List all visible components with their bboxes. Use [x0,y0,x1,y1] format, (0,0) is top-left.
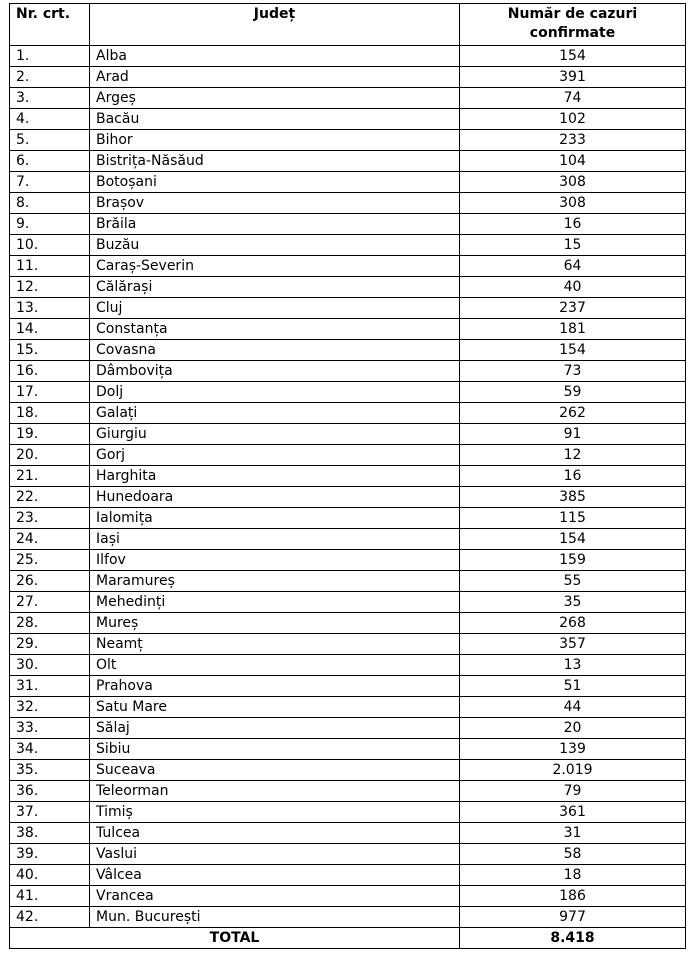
county-name: Bistrița-Năsăud [90,151,460,172]
confirmed-cases: 31 [460,823,686,844]
county-name: Arad [90,67,460,88]
row-number: 27. [10,592,90,613]
confirmed-cases: 237 [460,298,686,319]
confirmed-cases: 64 [460,256,686,277]
row-number: 31. [10,676,90,697]
row-number: 23. [10,508,90,529]
county-name: Suceava [90,760,460,781]
confirmed-cases: 233 [460,130,686,151]
row-number: 29. [10,634,90,655]
confirmed-cases: 268 [460,613,686,634]
confirmed-cases: 91 [460,424,686,445]
county-name: Mureș [90,613,460,634]
header-nr-crt: Nr. crt. [10,4,90,46]
row-number: 25. [10,550,90,571]
row-number: 42. [10,907,90,928]
table-row [10,109,686,130]
row-number: 3. [10,88,90,109]
county-name: Galați [90,403,460,424]
table-row [10,634,686,655]
row-number: 17. [10,382,90,403]
county-name: Mehedinți [90,592,460,613]
row-number: 15. [10,340,90,361]
confirmed-cases: 977 [460,907,686,928]
confirmed-cases: 159 [460,550,686,571]
county-name: Argeș [90,88,460,109]
table-row [10,382,686,403]
table-row [10,256,686,277]
table-row [10,592,686,613]
row-number: 9. [10,214,90,235]
confirmed-cases: 357 [460,634,686,655]
county-name: Hunedoara [90,487,460,508]
table-row [10,88,686,109]
table-row [10,739,686,760]
confirmed-cases: 115 [460,508,686,529]
table-row [10,340,686,361]
county-name: Vrancea [90,886,460,907]
county-name: Cluj [90,298,460,319]
confirmed-cases: 44 [460,697,686,718]
row-number: 16. [10,361,90,382]
table-row [10,886,686,907]
county-name: Satu Mare [90,697,460,718]
table-row [10,823,686,844]
county-name: Giurgiu [90,424,460,445]
table-row [10,193,686,214]
county-name: Alba [90,46,460,67]
table-body [10,46,686,928]
confirmed-cases: 59 [460,382,686,403]
row-number: 22. [10,487,90,508]
table-row [10,361,686,382]
table-row [10,550,686,571]
row-number: 34. [10,739,90,760]
row-number: 28. [10,613,90,634]
county-name: Brașov [90,193,460,214]
county-name: Dâmbovița [90,361,460,382]
row-number: 14. [10,319,90,340]
confirmed-cases: 139 [460,739,686,760]
table-row [10,802,686,823]
confirmed-cases: 40 [460,277,686,298]
confirmed-cases: 12 [460,445,686,466]
table-row [10,676,686,697]
county-name: Ialomița [90,508,460,529]
table-row [10,46,686,67]
county-name: Olt [90,655,460,676]
table-row [10,865,686,886]
county-name: Brăila [90,214,460,235]
confirmed-cases: 55 [460,571,686,592]
total-row [10,928,686,949]
table-row [10,907,686,928]
confirmed-cases: 104 [460,151,686,172]
row-number: 36. [10,781,90,802]
row-number: 32. [10,697,90,718]
county-name: Călărași [90,277,460,298]
confirmed-cases: 154 [460,529,686,550]
table-row [10,214,686,235]
county-name: Vâlcea [90,865,460,886]
confirmed-cases: 262 [460,403,686,424]
confirmed-cases: 79 [460,781,686,802]
county-name: Dolj [90,382,460,403]
confirmed-cases: 308 [460,172,686,193]
row-number: 38. [10,823,90,844]
table-row [10,151,686,172]
county-name: Gorj [90,445,460,466]
confirmed-cases: 15 [460,235,686,256]
table-row [10,319,686,340]
row-number: 18. [10,403,90,424]
confirmed-cases: 308 [460,193,686,214]
county-name: Iași [90,529,460,550]
confirmed-cases: 35 [460,592,686,613]
table-row [10,613,686,634]
row-number: 21. [10,466,90,487]
row-number: 8. [10,193,90,214]
total-value: 8.418 [460,928,686,949]
row-number: 12. [10,277,90,298]
table-row [10,424,686,445]
row-number: 26. [10,571,90,592]
confirmed-cases: 18 [460,865,686,886]
confirmed-cases: 51 [460,676,686,697]
county-name: Maramureș [90,571,460,592]
confirmed-cases: 58 [460,844,686,865]
table-row [10,697,686,718]
confirmed-cases: 361 [460,802,686,823]
row-number: 24. [10,529,90,550]
table-row [10,172,686,193]
row-number: 13. [10,298,90,319]
table-row [10,403,686,424]
table-row [10,277,686,298]
table-row [10,781,686,802]
confirmed-cases: 385 [460,487,686,508]
total-label: TOTAL [10,928,460,949]
county-name: Teleorman [90,781,460,802]
confirmed-cases: 181 [460,319,686,340]
row-number: 40. [10,865,90,886]
confirmed-cases: 154 [460,340,686,361]
county-name: Vaslui [90,844,460,865]
row-number: 5. [10,130,90,151]
table-row [10,571,686,592]
county-name: Ilfov [90,550,460,571]
table-header [10,4,686,46]
county-name: Prahova [90,676,460,697]
table-row [10,298,686,319]
confirmed-cases: 102 [460,109,686,130]
county-name: Tulcea [90,823,460,844]
row-number: 2. [10,67,90,88]
county-name: Sălaj [90,718,460,739]
row-number: 19. [10,424,90,445]
header-judet: Județ [90,4,460,46]
row-number: 4. [10,109,90,130]
confirmed-cases: 391 [460,67,686,88]
table-row [10,844,686,865]
county-name: Neamț [90,634,460,655]
table-row [10,508,686,529]
county-name: Timiș [90,802,460,823]
row-number: 37. [10,802,90,823]
row-number: 7. [10,172,90,193]
header-numar-cazuri: Număr de cazuri confirmate [460,4,686,46]
county-name: Bihor [90,130,460,151]
cases-table [9,3,686,949]
county-name: Sibiu [90,739,460,760]
county-name: Bacău [90,109,460,130]
table-row [10,466,686,487]
confirmed-cases: 154 [460,46,686,67]
table-row [10,718,686,739]
table-row [10,130,686,151]
row-number: 1. [10,46,90,67]
row-number: 6. [10,151,90,172]
county-name: Constanța [90,319,460,340]
table-row [10,235,686,256]
row-number: 39. [10,844,90,865]
confirmed-cases: 73 [460,361,686,382]
confirmed-cases: 16 [460,466,686,487]
confirmed-cases: 186 [460,886,686,907]
confirmed-cases: 2.019 [460,760,686,781]
table-row [10,760,686,781]
county-name: Mun. București [90,907,460,928]
confirmed-cases: 16 [460,214,686,235]
row-number: 30. [10,655,90,676]
confirmed-cases: 20 [460,718,686,739]
table-row [10,67,686,88]
row-number: 35. [10,760,90,781]
county-name: Caraș-Severin [90,256,460,277]
row-number: 20. [10,445,90,466]
confirmed-cases: 74 [460,88,686,109]
row-number: 10. [10,235,90,256]
county-name: Harghita [90,466,460,487]
table-row [10,655,686,676]
row-number: 41. [10,886,90,907]
county-name: Botoșani [90,172,460,193]
county-name: Buzău [90,235,460,256]
county-name: Covasna [90,340,460,361]
row-number: 11. [10,256,90,277]
row-number: 33. [10,718,90,739]
confirmed-cases: 13 [460,655,686,676]
table-row [10,487,686,508]
table-row [10,445,686,466]
table-row [10,529,686,550]
